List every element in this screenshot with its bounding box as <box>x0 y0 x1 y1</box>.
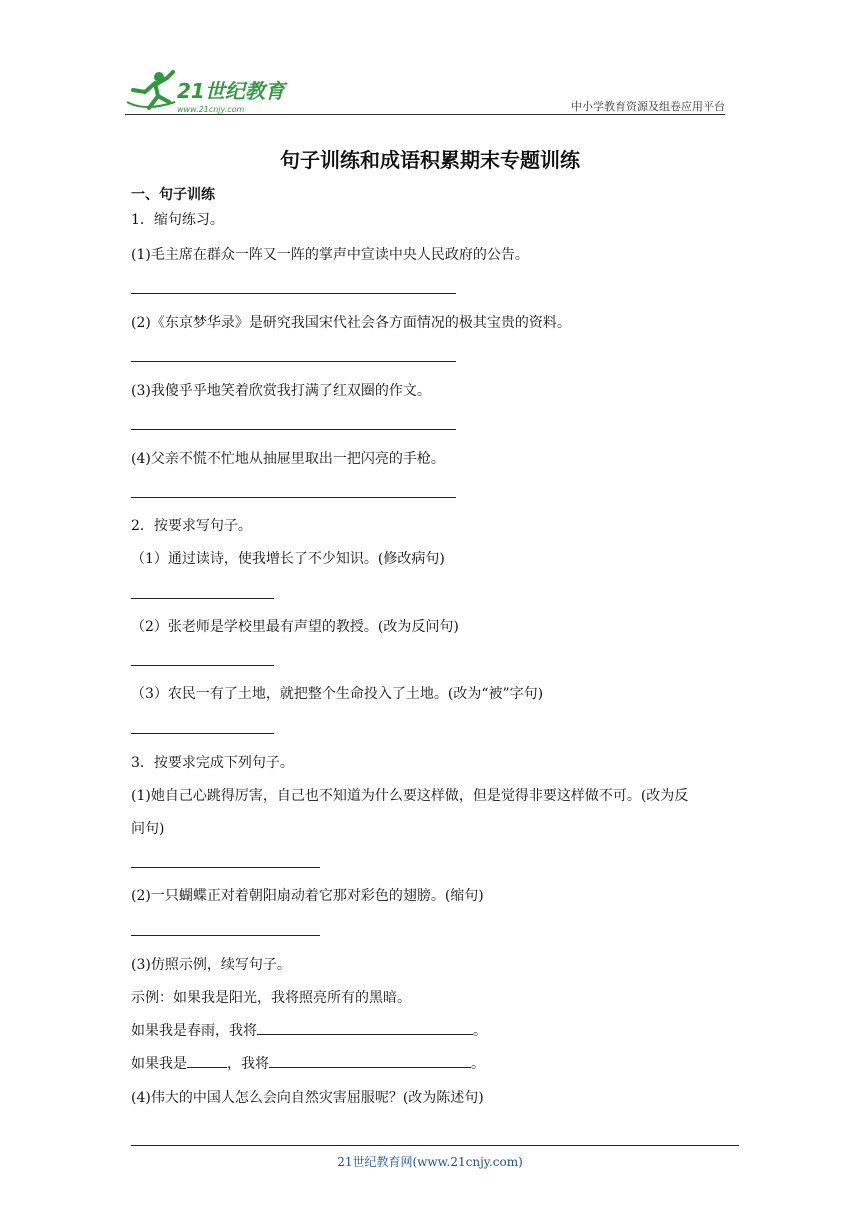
fill-in-2-prefix: 如果我是 <box>131 1056 187 1072</box>
question-3-item-1: (1)她自己心跳得厉害，自己也不知道为什么要这样做，但是觉得非要这样做不可。(改为反 <box>131 788 689 804</box>
question-1-item-2: (2)《东京梦华录》是研究我国宋代社会各方面情况的极其宝贵的资料。 <box>131 315 571 331</box>
fill-in-2 <box>131 1053 485 1073</box>
fill-blank[interactable] <box>257 1020 473 1035</box>
question-2-item-3: （3）农民一有了土地，就把整个生命投入了土地。(改为“被”字句) <box>131 686 544 702</box>
answer-line[interactable] <box>131 497 456 498</box>
question-3-stem: 3．按要求完成下列句子。 <box>131 755 294 771</box>
question-2-stem: 2．按要求写句子。 <box>131 518 252 534</box>
svg-text:21世纪教育: 21世纪教育 <box>177 79 285 103</box>
page-title: 句子训练和成语积累期末专题训练 <box>280 148 580 172</box>
logo-icon <box>125 68 315 116</box>
answer-line[interactable] <box>131 935 320 936</box>
answer-line[interactable] <box>131 598 274 599</box>
fill-in-1-suffix: 。 <box>473 1023 487 1039</box>
question-1-stem: 1．缩句练习。 <box>131 212 224 228</box>
answer-line[interactable] <box>131 867 320 868</box>
fill-in-2-middle: ，我将 <box>227 1056 269 1072</box>
fill-in-1 <box>131 1020 487 1040</box>
answer-line[interactable] <box>131 665 274 666</box>
answer-line[interactable] <box>131 733 274 734</box>
question-1-item-1: (1)毛主席在群众一阵又一阵的掌声中宣读中央人民政府的公告。 <box>131 247 529 263</box>
fill-in-2-suffix: 。 <box>471 1056 485 1072</box>
section-heading: 一、句子训练 <box>131 187 215 203</box>
footer-text: 21世纪教育网(www.21cnjy.com) <box>337 1155 523 1169</box>
question-2-item-1: （1）通过读诗，使我增长了不少知识。(修改病句) <box>131 551 445 567</box>
example-sentence: 示例：如果我是阳光，我将照亮所有的黑暗。 <box>131 990 411 1006</box>
answer-line[interactable] <box>131 429 456 430</box>
answer-line[interactable] <box>131 361 456 362</box>
page-header <box>125 62 725 118</box>
question-1-item-3: (3)我傻乎乎地笑着欣赏我打满了红双圈的作文。 <box>131 383 431 399</box>
question-3-item-4: (4)伟大的中国人怎么会向自然灾害屈服呢？(改为陈述句) <box>131 1090 484 1106</box>
footer-divider <box>131 1145 739 1146</box>
question-3-item-3: (3)仿照示例，续写句子。 <box>131 957 291 973</box>
fill-in-1-prefix: 如果我是春雨，我将 <box>131 1023 257 1039</box>
question-3-item-2: (2)一只蝴蝶正对着朝阳扇动着它那对彩色的翅膀。(缩句) <box>131 888 484 904</box>
svg-text:www.21cnjy.com: www.21cnjy.com <box>177 105 245 114</box>
question-2-item-2: （2）张老师是学校里最有声望的教授。(改为反问句) <box>131 619 459 635</box>
question-3-item-1-cont: 问句) <box>131 821 165 837</box>
fill-blank[interactable] <box>187 1053 227 1068</box>
fill-blank[interactable] <box>269 1053 471 1068</box>
question-1-item-4: (4)父亲不慌不忙地从抽屉里取出一把闪亮的手枪。 <box>131 451 445 467</box>
platform-label: 中小学教育资源及组卷应用平台 <box>571 100 725 113</box>
header-divider <box>125 114 725 115</box>
answer-line[interactable] <box>131 293 456 294</box>
